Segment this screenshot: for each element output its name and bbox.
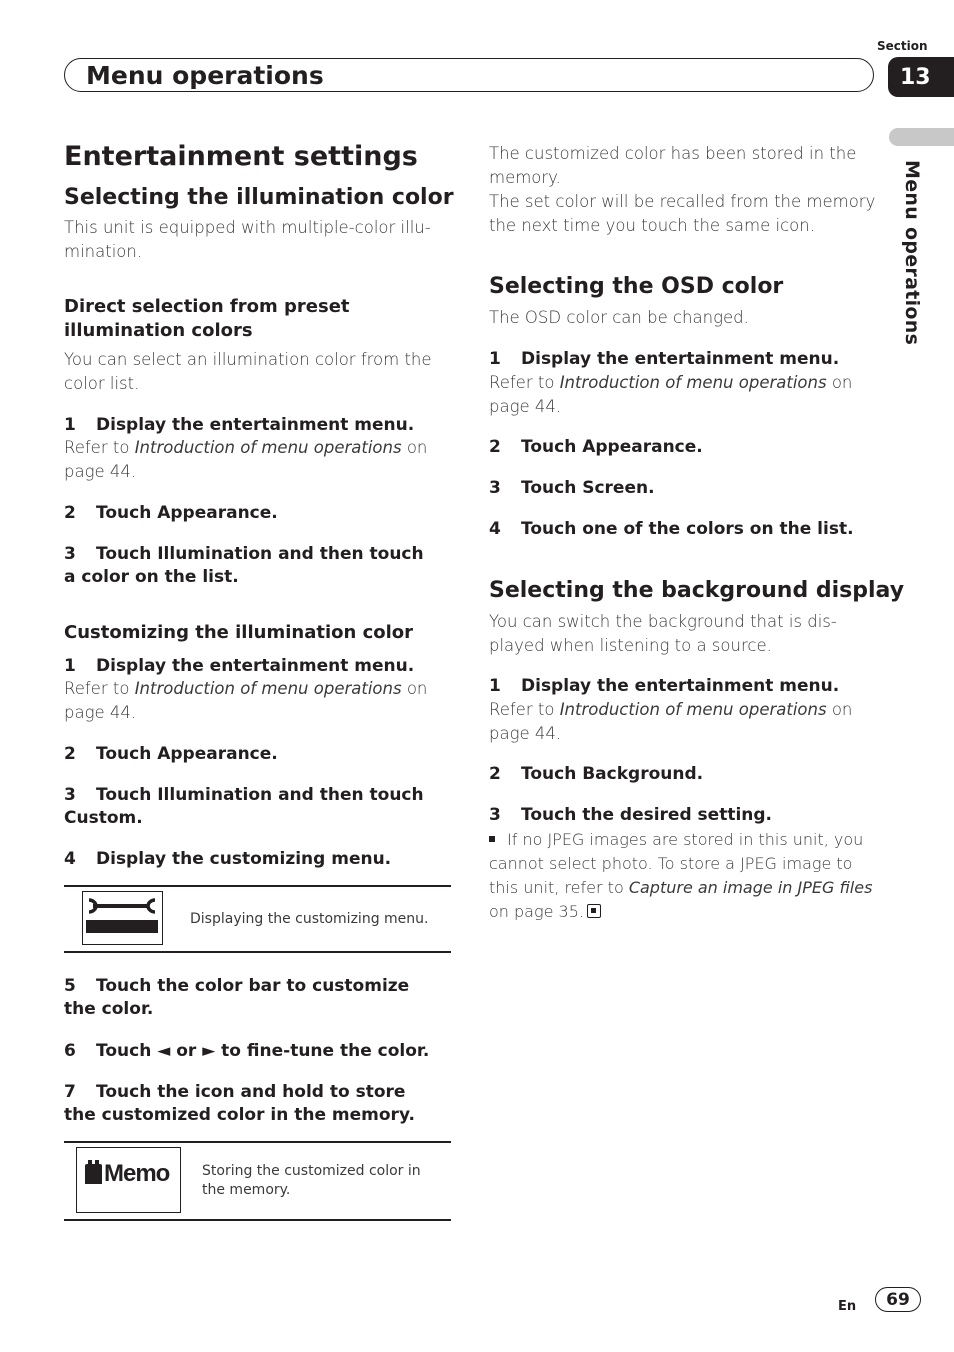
page-number: 69 [875,1287,921,1312]
step-item: 1 Display the entertainment menu. [64,415,415,435]
end-mark-icon [587,904,601,918]
step-reference: Refer to Introduction of menu operations on page 44. [489,373,853,416]
background-text: You can switch the background that is dis-played when listening to a source. [489,612,837,655]
subheading-customizing: Customizing the illumination color [64,622,414,643]
note-storing-color: Storing the customized color in the memory. [202,1163,421,1198]
note-customizing-menu: Displaying the customizing menu. [190,911,429,927]
illumination-intro: This unit is equipped with multiple-color illu-mination. [64,218,431,261]
step-item: 4 Touch one of the colors on the list. [489,519,854,539]
step-item: 6 Touch ◄ or ► to fine-tune the color. [64,1041,430,1061]
note-rule-top [64,1141,451,1143]
page-heading: Entertainment settings [64,141,418,172]
notepad-ring-icon [88,1160,92,1165]
section-heading-osd: Selecting the OSD color [489,274,784,299]
step-reference: Refer to Introduction of menu operations on page 44. [64,438,428,481]
notepad-ring-icon [95,1160,99,1165]
step-item: 2 Touch Appearance. [64,744,278,764]
step-item: 3 Touch Illumination and then touch a color on the list. [64,544,424,587]
section-number: 13 [888,57,954,97]
osd-text: The OSD color can be changed. [489,308,749,327]
section-label: Section [877,39,928,53]
step-item: 5 Touch the color bar to customize the color. [64,976,410,1019]
note-rule-bottom [64,951,451,953]
subheading-direct-selection: Direct selection from preset illumination colors [64,296,350,341]
background-note: If no JPEG images are stored in this unit, you cannot select photo. To store a JPEG image to this unit, refer to Capture an image in JPEG files on page 35. [489,830,873,921]
section-heading-background: Selecting the background display [489,578,905,603]
step-item: 3 Touch Screen. [489,478,655,498]
note-rule-bottom [64,1219,451,1221]
step-item: 1 Display the entertainment menu. [489,349,840,369]
notepad-icon [85,1164,102,1184]
section-heading-illumination: Selecting the illumination color [64,185,454,210]
header-title: Menu operations [86,61,324,90]
memo-label: Memo [104,1160,170,1187]
step-item: 3 Touch Illumination and then touch Custom. [64,785,424,828]
step-item: 1 Display the entertainment menu. [489,676,840,696]
step-item: 2 Touch Appearance. [489,437,703,457]
step-item: 1 Display the entertainment menu. [64,656,415,676]
bullet-icon [489,836,495,842]
step-reference: Refer to Introduction of menu operations on page 44. [64,679,428,722]
note-rule-top [64,885,451,887]
step-item: 4 Display the customizing menu. [64,849,392,869]
memo-icon [76,1147,181,1213]
step-reference: Refer to Introduction of menu operations on page 44. [489,700,853,743]
wrench-icon [82,891,163,945]
footer-language: En [838,1299,857,1314]
side-tab-label: Menu operations [901,160,923,346]
step-item: 2 Touch Background. [489,764,704,784]
step-item: 7 Touch the icon and hold to store the customized color in the memory. [64,1082,415,1125]
step-item: 3 Touch the desired setting. [489,805,772,825]
direct-selection-text: You can select an illumination color from the color list. [64,350,432,393]
stored-text-2: The set color will be recalled from the memory the next time you touch the same icon. [489,192,876,235]
step-item: 2 Touch Appearance. [64,503,278,523]
side-tab-bar [889,128,954,146]
stored-text-1: The customized color has been stored in the memory. [489,144,857,187]
